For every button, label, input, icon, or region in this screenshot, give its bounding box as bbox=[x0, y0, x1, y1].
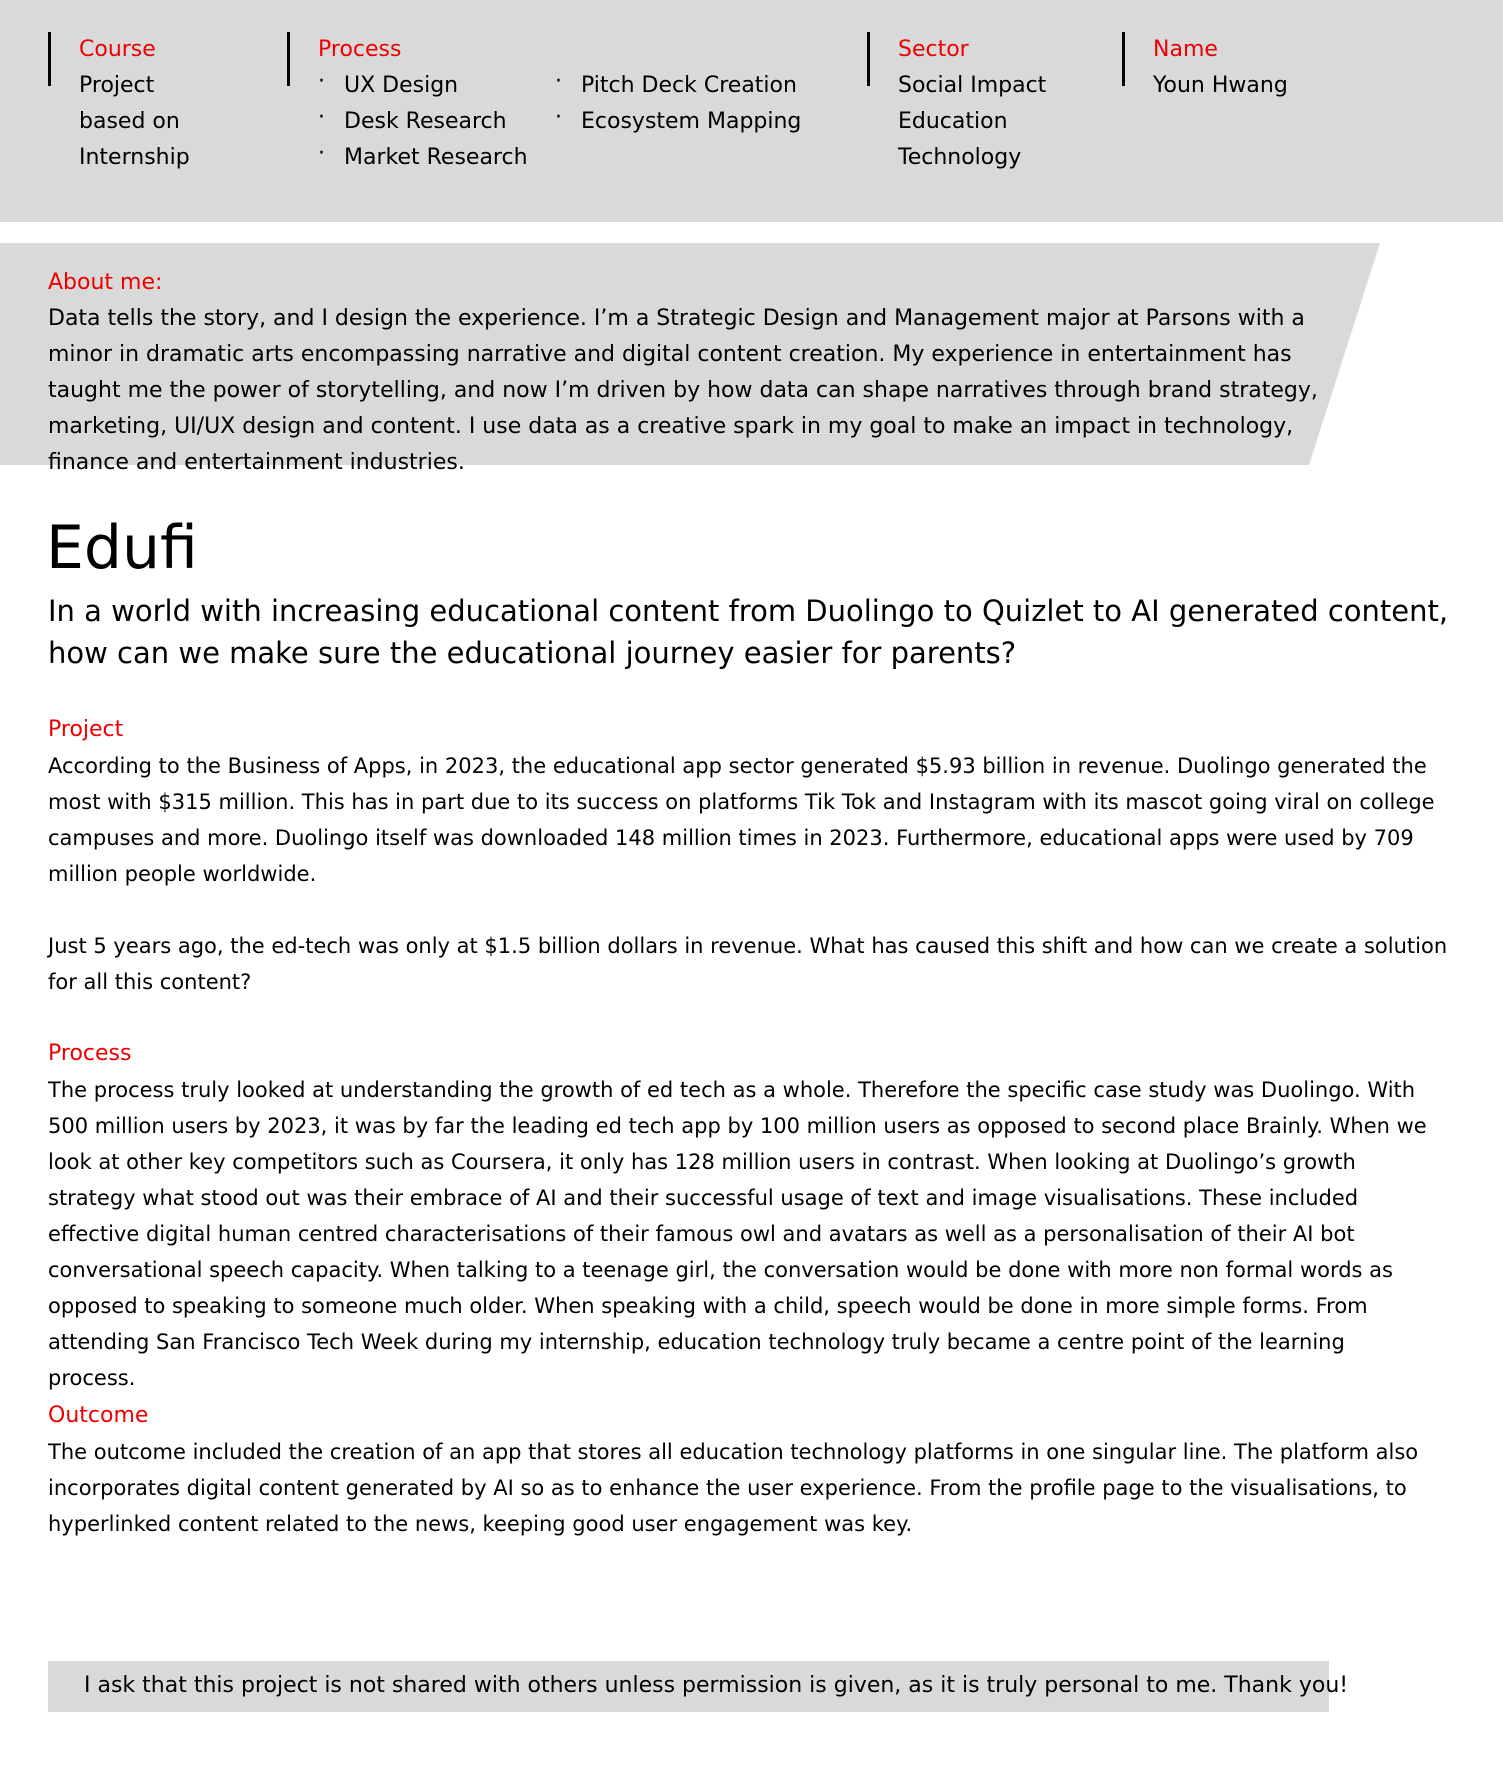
process-list-right bbox=[555, 68, 801, 140]
project-paragraph: According to the Business of Apps, in 2023, the educational app sector generated $5.93 billion in revenue. Duolingo generated the most with $315 million. This has in part due to its success on platforms Tik Tok and Instagram with its mascot going viral on college campuses and more. Duolingo itself was downloaded 148 million times in 2023. Furthermore, educational apps were used by 709 million people worldwide. bbox=[48, 754, 1435, 886]
privacy-notice bbox=[48, 1661, 1349, 1712]
author-name: Youn Hwang bbox=[1153, 73, 1288, 98]
project-paragraph: Just 5 years ago, the ed-tech was only at $1.5 billion dollars in revenue. What has caused this shift and how can we create a solution for all this content? bbox=[48, 934, 1448, 994]
course-column bbox=[48, 32, 190, 170]
course-label: Course bbox=[79, 37, 156, 62]
process-label: Process bbox=[48, 1041, 132, 1066]
sector-label: Sector bbox=[898, 37, 969, 62]
about-label: About me: bbox=[48, 270, 163, 295]
name-column bbox=[1122, 32, 1288, 98]
sector-line: Technology bbox=[898, 145, 1022, 170]
page-title: Edufi bbox=[46, 513, 198, 583]
course-line: Project bbox=[79, 73, 155, 98]
process-paragraph: The process truly looked at understanding the growth of ed tech as a whole. Therefore the specific case study was Duolingo. With 500 million users by 2023, it was by far the leading ed tech app by 100 million users as opposed to second place Brainly. When we look at other key competitors such as Coursera, it only has 128 million users in contrast. When looking at Duolingo’s growth strategy what stood out was their embrace of AI and their successful usage of text and image visualisations. These included effective digital human centred characterisations of their famous owl and avatars as well as a personalisation of their AI bot conversational speech capacity. When talking to a teenage girl, the conversation would be done with more non formal words as opposed to speaking to someone much older. When speaking with a child, speech would be done in more simple forms. From attending San Francisco Tech Week during my internship, education technology truly became a centre point of the learning process. bbox=[48, 1078, 1427, 1390]
project-label: Project bbox=[48, 717, 124, 742]
process-item: · UX Design bbox=[318, 68, 528, 104]
about-text: Data tells the story, and I design the experience. I’m a Strategic Design and Management major at Parsons with a minor in dramatic arts encompassing narrative and digital content creation. My experience in entertainment has taught me the power of storytelling, and now I’m driven by how data can shape narratives through brand strategy, marketing, UI/UX design and content. I use data as a creative spark in my goal to make an impact in technology, finance and entertainment industries. bbox=[48, 306, 1318, 475]
course-line: Internship bbox=[79, 145, 190, 170]
outcome-paragraph: The outcome included the creation of an app that stores all education technology platforms in one singular line. The platform also incorporates digital content generated by AI so as to enhance the user experience. From the profile page to the visualisations, to hyperlinked content related to the news, keeping good user engagement was key. bbox=[48, 1440, 1419, 1536]
name-label: Name bbox=[1153, 37, 1218, 62]
course-line: based on bbox=[79, 109, 180, 134]
sector-column bbox=[867, 32, 1047, 170]
process-list-left bbox=[318, 68, 528, 176]
process-item: · Desk Research bbox=[318, 104, 528, 140]
sector-line: Social Impact bbox=[898, 73, 1047, 98]
process-meta-label: Process bbox=[318, 37, 402, 62]
privacy-notice-text: I ask that this project is not shared with others unless permission is given, as it is truly personal to me. Thank you! bbox=[84, 1673, 1349, 1698]
process-item: · Ecosystem Mapping bbox=[555, 104, 801, 140]
outcome-label: Outcome bbox=[48, 1403, 149, 1428]
sector-line: Education bbox=[898, 109, 1008, 134]
process-item: · Pitch Deck Creation bbox=[555, 68, 801, 104]
lead-question: In a world with increasing educational content from Duolingo to Quizlet to AI generated content, how can we make sure the educational journey easier for parents? bbox=[48, 594, 1449, 670]
metadata-band bbox=[0, 0, 1503, 222]
process-item: · Market Research bbox=[318, 140, 528, 176]
process-column bbox=[287, 32, 802, 170]
